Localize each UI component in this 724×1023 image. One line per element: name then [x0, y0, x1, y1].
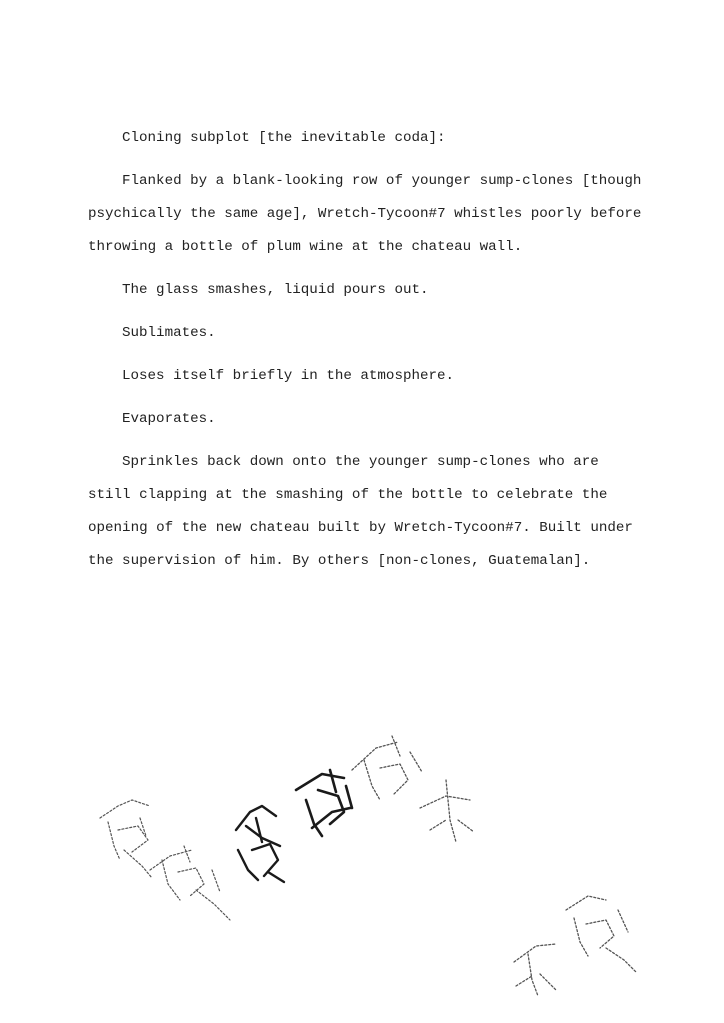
calligraphy-glyph-8 [566, 896, 636, 972]
paragraph-heading: Cloning subplot [the inevitable coda]: [122, 130, 446, 146]
paragraph-glass: The glass smashes, liquid pours out. [122, 282, 429, 298]
paragraph-sublimates: Sublimates. [122, 325, 216, 341]
calligraphy-glyph-1 [100, 800, 152, 878]
calligraphy-glyph-6 [420, 780, 474, 842]
calligraphy-glyph-2 [150, 846, 230, 920]
paragraph-evaporates: Evaporates. [122, 411, 216, 427]
paragraph-loses: Loses itself briefly in the atmosphere. [122, 368, 455, 384]
paragraph-flanked: Flanked by a blank-looking row of younger sump-clones [though psychically the same age], Wretch-Tycoon#7 whistles poorly before throwing a bottle of plum wine at the chateau wall. [88, 173, 642, 255]
calligraphy-glyph-3 [236, 806, 284, 882]
paragraph-sprinkles: Sprinkles back down onto the younger sump-clones who are still clapping at the smashing of the bottle to celebrate the opening of the new chateau built by Wretch-Tycoon#7. Built under the supervision of him. By others [non-clones, Guatemalan]. [88, 454, 633, 569]
text-body [88, 122, 648, 588]
calligraphy-glyph-5 [352, 736, 422, 800]
calligraphy-glyph-4 [296, 770, 352, 836]
calligraphy-glyph-7 [514, 944, 556, 996]
